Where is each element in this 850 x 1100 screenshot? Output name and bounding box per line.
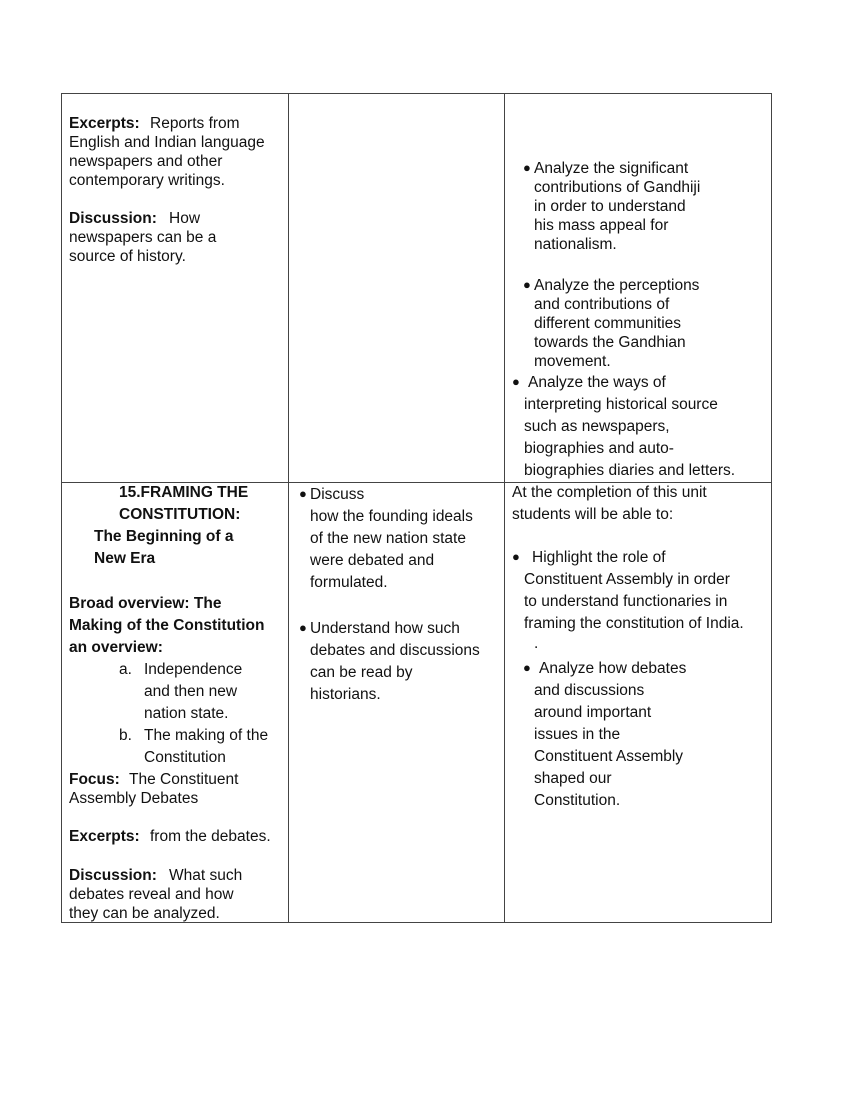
r1-discussion-line: How (169, 210, 201, 227)
item-b-line: Constitution (144, 749, 226, 766)
r2-c3-b1-line: framing the constitution of India. (524, 615, 744, 632)
r1-b3-line: biographies and auto- (524, 440, 674, 457)
r1-b3-line: interpreting historical source (524, 396, 718, 413)
unit-title-line: CONSTITUTION: (119, 506, 241, 523)
r1-b1-line: nationalism. (534, 236, 617, 253)
item-b-line: The making of the (144, 727, 269, 744)
r1-discussion-line: newspapers can be a (69, 229, 217, 246)
r1-excerpts-line: English and Indian language (69, 134, 265, 151)
r1-excerpts-label: Excerpts: (69, 115, 140, 132)
r1-b3-line: biographies diaries and letters. (524, 462, 736, 479)
r1-excerpts-line: Reports from (150, 115, 240, 132)
r2-c3-b2-line: shaped our (534, 770, 612, 787)
cell-r1-c2 (288, 93, 505, 483)
item-a-line: and then new (144, 683, 238, 700)
r2-c3-b2-line: around important (534, 704, 652, 721)
r2-c3-b1-tail: . (534, 635, 539, 652)
r2-c3-b1-line: Highlight the role of (532, 549, 666, 566)
overview-line: Broad overview: The (69, 595, 222, 612)
unit-subtitle-line: New Era (94, 550, 156, 567)
r2-c2-b1-line: how the founding ideals (310, 508, 473, 525)
bullet-icon: ● (512, 549, 520, 564)
focus-line: The Constituent (129, 771, 239, 788)
r2-c3-b1-line: to understand functionaries in (524, 593, 728, 610)
bullet-icon: ● (523, 160, 531, 175)
r2-excerpts-text: from the debates. (150, 828, 271, 845)
r2-discussion-line: debates reveal and how (69, 886, 234, 903)
r2-c3-b2-line: Analyze how debates (539, 660, 687, 677)
r1-b2-line: different communities (534, 315, 682, 332)
r1-excerpts-line: contemporary writings. (69, 172, 225, 189)
bullet-icon: ● (523, 277, 531, 292)
r2-c3-b2-line: issues in the (534, 726, 621, 743)
r2-discussion-label: Discussion: (69, 867, 157, 884)
list-marker: b. (119, 727, 132, 744)
r2-c2-b2-line: historians. (310, 686, 381, 703)
list-marker: a. (119, 661, 132, 678)
r2-c3-b1-line: Constituent Assembly in order (524, 571, 730, 588)
r2-discussion-line: What such (169, 867, 243, 884)
r1-b3-line: Analyze the ways of (528, 374, 666, 391)
bullet-icon: ● (299, 620, 307, 635)
r1-b1-line: his mass appeal for (534, 217, 669, 234)
r1-b2-line: movement. (534, 353, 611, 370)
bullet-icon: ● (512, 374, 520, 389)
r1-b1-line: Analyze the significant (534, 160, 689, 177)
r2-c3-intro-line: At the completion of this unit (512, 484, 707, 501)
r1-b2-line: towards the Gandhian (534, 334, 686, 351)
r2-c3-b2-line: Constituent Assembly (534, 748, 684, 765)
r1-discussion-line: source of history. (69, 248, 186, 265)
r2-excerpts-label: Excerpts: (69, 828, 140, 845)
r2-c3-b2-line: Constitution. (534, 792, 621, 809)
r2-c2-b1-line: were debated and (310, 552, 435, 569)
overview-line: an overview: (69, 639, 163, 656)
r2-c2-b2-line: Understand how such (310, 620, 460, 637)
r2-c3-b2-line: and discussions (534, 682, 645, 699)
r1-b2-line: and contributions of (534, 296, 670, 313)
overview-line: Making of the Constitution (69, 617, 265, 634)
unit-title-line: 15.FRAMING THE (119, 484, 249, 501)
r1-excerpts-line: newspapers and other (69, 153, 223, 170)
r2-c2-b1-line: of the new nation state (310, 530, 466, 547)
focus-label: Focus: (69, 771, 120, 788)
item-a-line: nation state. (144, 705, 229, 722)
r2-c2-b2-line: can be read by (310, 664, 413, 681)
unit-subtitle-line: The Beginning of a (94, 528, 234, 545)
r1-discussion-label: Discussion: (69, 210, 157, 227)
r2-discussion-line: they can be analyzed. (69, 905, 220, 922)
r1-b1-line: in order to understand (534, 198, 686, 215)
focus-line: Assembly Debates (69, 790, 199, 807)
r2-c2-b1-line: formulated. (310, 574, 388, 591)
bullet-icon: ● (523, 660, 531, 675)
bullet-icon: ● (299, 486, 307, 501)
r2-c3-intro-line: students will be able to: (512, 506, 674, 523)
item-a-line: Independence (144, 661, 243, 678)
r1-b1-line: contributions of Gandhiji (534, 179, 701, 196)
r2-c2-b1-line: Discuss (310, 486, 365, 503)
r2-c2-b2-line: debates and discussions (310, 642, 480, 659)
r1-b3-line: such as newspapers, (524, 418, 670, 435)
r1-b2-line: Analyze the perceptions (534, 277, 700, 294)
